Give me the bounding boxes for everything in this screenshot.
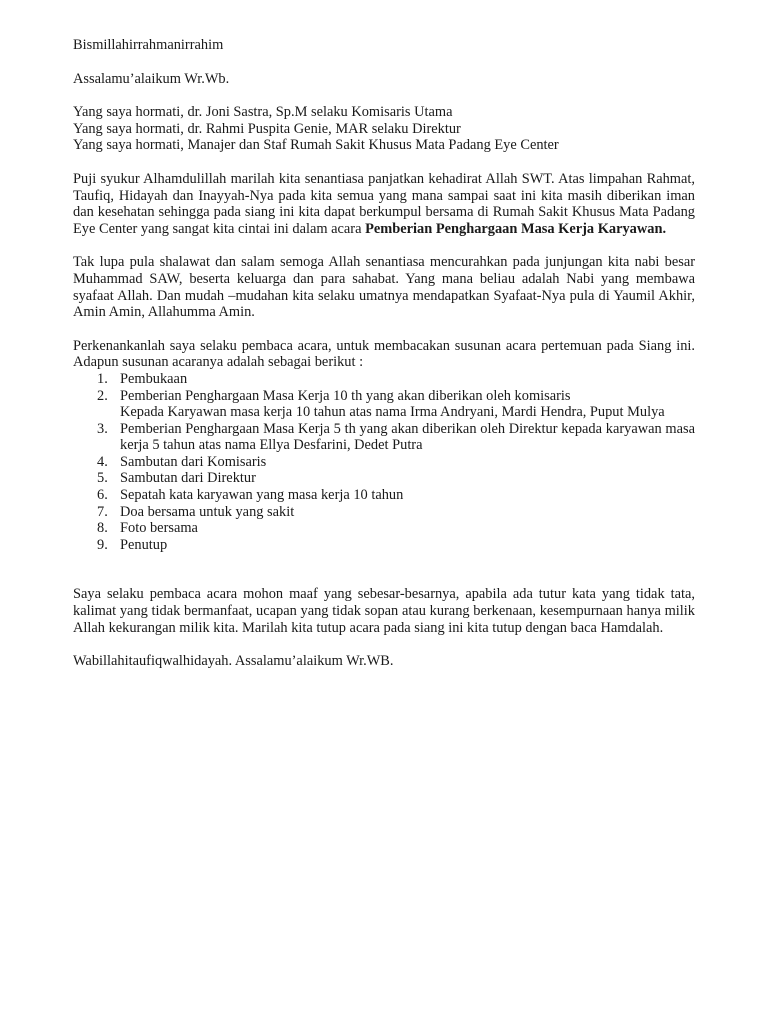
agenda-item-text: Foto bersama xyxy=(120,520,198,537)
agenda-item-text: Sepatah kata karyawan yang masa kerja 10 tahun xyxy=(120,487,404,504)
agenda-item-text: Doa bersama untuk yang sakit xyxy=(120,503,295,520)
agenda-item xyxy=(73,504,695,521)
agenda-item-number: 6. xyxy=(97,487,108,504)
agenda-item-number: 3. xyxy=(97,420,108,437)
opening-line: Bismillahirrahmanirrahim xyxy=(73,37,224,53)
honorific-line: Yang saya hormati, dr. Joni Sastra, Sp.M selaku Komisaris Utama xyxy=(73,104,453,121)
greeting-line: Assalamu’alaikum Wr.Wb. xyxy=(73,70,230,87)
agenda-item-text: Pemberian Penghargaan Masa Kerja 10 th yang akan diberikan oleh komisaris xyxy=(120,387,571,404)
agenda-item xyxy=(73,520,695,537)
agenda-item-number: 4. xyxy=(97,453,108,470)
agenda-item-number: 8. xyxy=(97,520,108,537)
event-name-bold: Pemberian Penghargaan Masa Kerja Karyawan. xyxy=(365,220,667,237)
shalawat-paragraph: Tak lupa pula shalawat dan salam semoga Allah senantiasa mencurahkan pada junjungan kita nabi besar Muhammad SAW, beserta keluarga dan para sahabat. Yang mana beliau adalah Nabi yang membawa syafaat Allah. Dan mudah –mudahan kita selaku umatnya mendapatkan Syafaat-Nya pula di Yaumil Akhir, Amin Amin, Allahumma Amin. xyxy=(73,254,695,321)
agenda-list xyxy=(73,371,695,554)
agenda-item-text: Sambutan dari Komisaris xyxy=(120,453,267,470)
agenda-item-text: Pembukaan xyxy=(120,370,188,387)
agenda-item xyxy=(73,487,695,504)
honorific-line: Yang saya hormati, dr. Rahmi Puspita Genie, MAR selaku Direktur xyxy=(73,120,461,137)
agenda-item-number: 9. xyxy=(97,536,108,553)
closing-line: Wabillahitaufiqwalhidayah. Assalamu’alaikum Wr.WB. xyxy=(73,653,394,670)
honorifics-block xyxy=(73,104,695,154)
agenda-item xyxy=(73,421,695,454)
agenda-item xyxy=(73,371,695,388)
agenda-item-number: 5. xyxy=(97,470,108,487)
agenda-item xyxy=(73,388,695,421)
agenda-item-text: Sambutan dari Direktur xyxy=(120,470,256,487)
agenda-item-number: 2. xyxy=(97,387,108,404)
document-page xyxy=(73,37,695,670)
agenda-item-text: Pemberian Penghargaan Masa Kerja 5 th yang akan diberikan oleh Direktur kepada karyawan masa kerja 5 tahun atas nama Ellya Desfarini, Dedet Putra xyxy=(120,420,695,454)
agenda-item-subtext: Kepada Karyawan masa kerja 10 tahun atas nama Irma Andryani, Mardi Hendra, Puput Mulya xyxy=(120,404,665,421)
agenda-item-number: 7. xyxy=(97,503,108,520)
apology-paragraph: Saya selaku pembaca acara mohon maaf yang sebesar-besarnya, apabila ada tutur kata yang tidak tata, kalimat yang tidak bermanfaat, ucapan yang tidak sopan atau kurang berkenaan, kesempurnaan hanya milik Allah kekurangan milik kita. Marilah kita tutup acara pada siang ini kita tutup dengan baca Hamdalah. xyxy=(73,586,695,636)
opening-paragraph-text: Puji syukur Alhamdulillah marilah kita senantiasa panjatkan kehadirat Allah SWT. Atas limpahan Rahmat, Taufiq, Hidayah dan Inayyah-Nya pada kita semua yang mana sampai saat ini kita masih diberikan iman dan kesehatan sehingga pada siang ini kita dapat berkumpul bersama di Rumah Sakit Khusus Mata Padang Eye Center yang sangat kita cintai ini dalam acara xyxy=(73,170,695,237)
agenda-item xyxy=(73,454,695,471)
agenda-item-number: 1. xyxy=(97,370,108,387)
agenda-intro-paragraph: Perkenankanlah saya selaku pembaca acara, untuk membacakan susunan acara pertemuan pada Siang ini. Adapun susunan acaranya adalah sebagai berikut : xyxy=(73,337,695,371)
agenda-item xyxy=(73,537,695,554)
opening-paragraph xyxy=(73,171,695,237)
honorific-line: Yang saya hormati, Manajer dan Staf Rumah Sakit Khusus Mata Padang Eye Center xyxy=(73,137,559,154)
agenda-item xyxy=(73,470,695,487)
agenda-item-text: Penutup xyxy=(120,536,168,553)
